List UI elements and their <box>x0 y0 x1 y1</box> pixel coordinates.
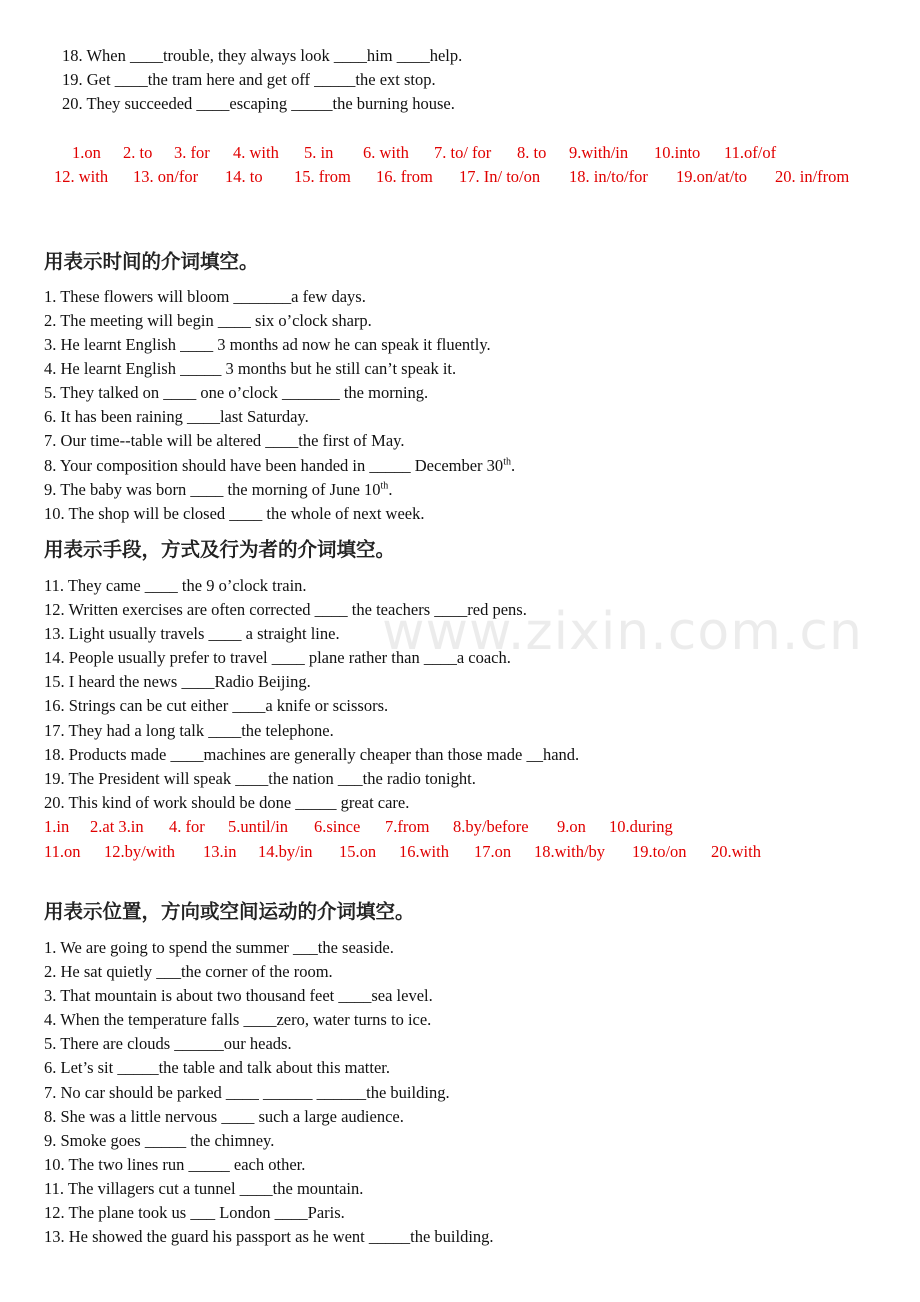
answer-item: 14.by/in <box>258 842 313 861</box>
question-line: 11. The villagers cut a tunnel ____the mountain. <box>44 1179 364 1198</box>
answer-item: 14. to <box>225 167 263 186</box>
question-line: 12. The plane took us ___ London ____Paris. <box>44 1203 345 1222</box>
answer-item: 2. to <box>123 143 153 162</box>
question-line: 13. He showed the guard his passport as he went _____the building. <box>44 1227 494 1246</box>
answer-item: 11.of/of <box>724 143 777 162</box>
section-heading: 用表示手段，方式及行为者的介词填空。 <box>44 538 396 561</box>
question-line: 8. She was a little nervous ____ such a large audience. <box>44 1107 404 1126</box>
question-line: 20. They succeeded ____escaping _____the burning house. <box>62 94 455 113</box>
answer-item: 11.on <box>44 842 81 861</box>
answer-item: 12. with <box>54 167 109 186</box>
answer-item: 18.with/by <box>534 842 606 861</box>
answer-item: 8.by/before <box>453 817 529 836</box>
question-line: 6. It has been raining ____last Saturday. <box>44 407 309 426</box>
question-line: 1. These flowers will bloom _______a few days. <box>44 287 366 306</box>
answer-item: 18. in/to/for <box>569 167 648 186</box>
answer-item: 20. in/from <box>775 167 850 186</box>
question-line: 1. We are going to spend the summer ___the seaside. <box>44 938 394 957</box>
question-line: 3. That mountain is about two thousand feet ____sea level. <box>44 986 433 1005</box>
question-line: 19. Get ____the tram here and get off _____the ext stop. <box>62 70 436 89</box>
question-line: 11. They came ____ the 9 o’clock train. <box>44 576 307 595</box>
answer-item: 9.on <box>557 817 586 836</box>
answer-item: 13. on/for <box>133 167 199 186</box>
answer-item: 10.during <box>609 817 673 836</box>
answer-item: 16.with <box>399 842 449 861</box>
answer-item: 2.at 3.in <box>90 817 144 836</box>
question-line: 13. Light usually travels ____ a straight line. <box>44 624 340 643</box>
answer-item: 9.with/in <box>569 143 629 162</box>
answer-item: 16. from <box>376 167 433 186</box>
answer-item: 19.on/at/to <box>676 167 748 186</box>
question-line: 4. He learnt English _____ 3 months but he still can’t speak it. <box>44 359 457 378</box>
answer-item: 4. with <box>233 143 279 162</box>
answer-item: 3. for <box>174 143 210 162</box>
question-line: 5. They talked on ____ one o’clock _______ the morning. <box>44 383 429 402</box>
question-line: 7. Our time--table will be altered ____the first of May. <box>44 431 405 450</box>
answer-item: 7. to/ for <box>434 143 492 162</box>
question-line: 8. Your composition should have been handed in _____ December 30th. <box>44 456 516 475</box>
answer-item: 12.by/with <box>104 842 176 861</box>
question-line: 5. There are clouds ______our heads. <box>44 1034 292 1053</box>
question-line: 6. Let’s sit _____the table and talk about this matter. <box>44 1058 390 1077</box>
question-line: 19. The President will speak ____the nation ___the radio tonight. <box>44 769 476 788</box>
answer-item: 4. for <box>169 817 205 836</box>
answer-item: 13.in <box>203 842 237 861</box>
question-line: 17. They had a long talk ____the telephone. <box>44 721 334 740</box>
watermark: www.zixin.com.cn <box>382 602 863 662</box>
question-line: 3. He learnt English ____ 3 months ad now he can speak it fluently. <box>44 335 491 354</box>
question-line: 14. People usually prefer to travel ____ plane rather than ____a coach. <box>44 648 511 667</box>
question-line: 12. Written exercises are often corrected ____ the teachers ____red pens. <box>44 600 527 619</box>
answer-item: 8. to <box>517 143 547 162</box>
question-line: 2. The meeting will begin ____ six o’clock sharp. <box>44 311 372 330</box>
question-line: 16. Strings can be cut either ____a knife or scissors. <box>44 696 389 715</box>
section-heading: 用表示位置，方向或空间运动的介词填空。 <box>44 900 415 923</box>
question-line: 20. This kind of work should be done _____ great care. <box>44 793 410 812</box>
answer-item: 17. In/ to/on <box>459 167 541 186</box>
answer-item: 7.from <box>385 817 430 836</box>
section-heading: 用表示时间的介词填空。 <box>44 250 259 273</box>
question-line: 9. The baby was born ____ the morning of June 10th. <box>44 480 393 499</box>
answer-item: 5. in <box>304 143 334 162</box>
question-line: 10. The two lines run _____ each other. <box>44 1155 306 1174</box>
answer-item: 1.in <box>44 817 70 836</box>
answer-item: 20.with <box>711 842 761 861</box>
answer-item: 15.on <box>339 842 377 861</box>
answer-item: 5.until/in <box>228 817 289 836</box>
answer-item: 10.into <box>654 143 701 162</box>
answer-item: 1.on <box>72 143 101 162</box>
question-line: 7. No car should be parked ____ ______ ______the building. <box>44 1083 450 1102</box>
answer-item: 17.on <box>474 842 512 861</box>
question-line: 18. When ____trouble, they always look ____him ____help. <box>62 46 463 65</box>
answer-item: 6.since <box>314 817 361 836</box>
question-line: 9. Smoke goes _____ the chimney. <box>44 1131 275 1150</box>
answer-item: 19.to/on <box>632 842 687 861</box>
question-line: 15. I heard the news ____Radio Beijing. <box>44 672 311 691</box>
answer-item: 15. from <box>294 167 351 186</box>
question-line: 10. The shop will be closed ____ the whole of next week. <box>44 504 425 523</box>
question-line: 2. He sat quietly ___the corner of the room. <box>44 962 333 981</box>
answer-item: 6. with <box>363 143 409 162</box>
question-line: 18. Products made ____machines are generally cheaper than those made __hand. <box>44 745 580 764</box>
question-line: 4. When the temperature falls ____zero, water turns to ice. <box>44 1010 432 1029</box>
